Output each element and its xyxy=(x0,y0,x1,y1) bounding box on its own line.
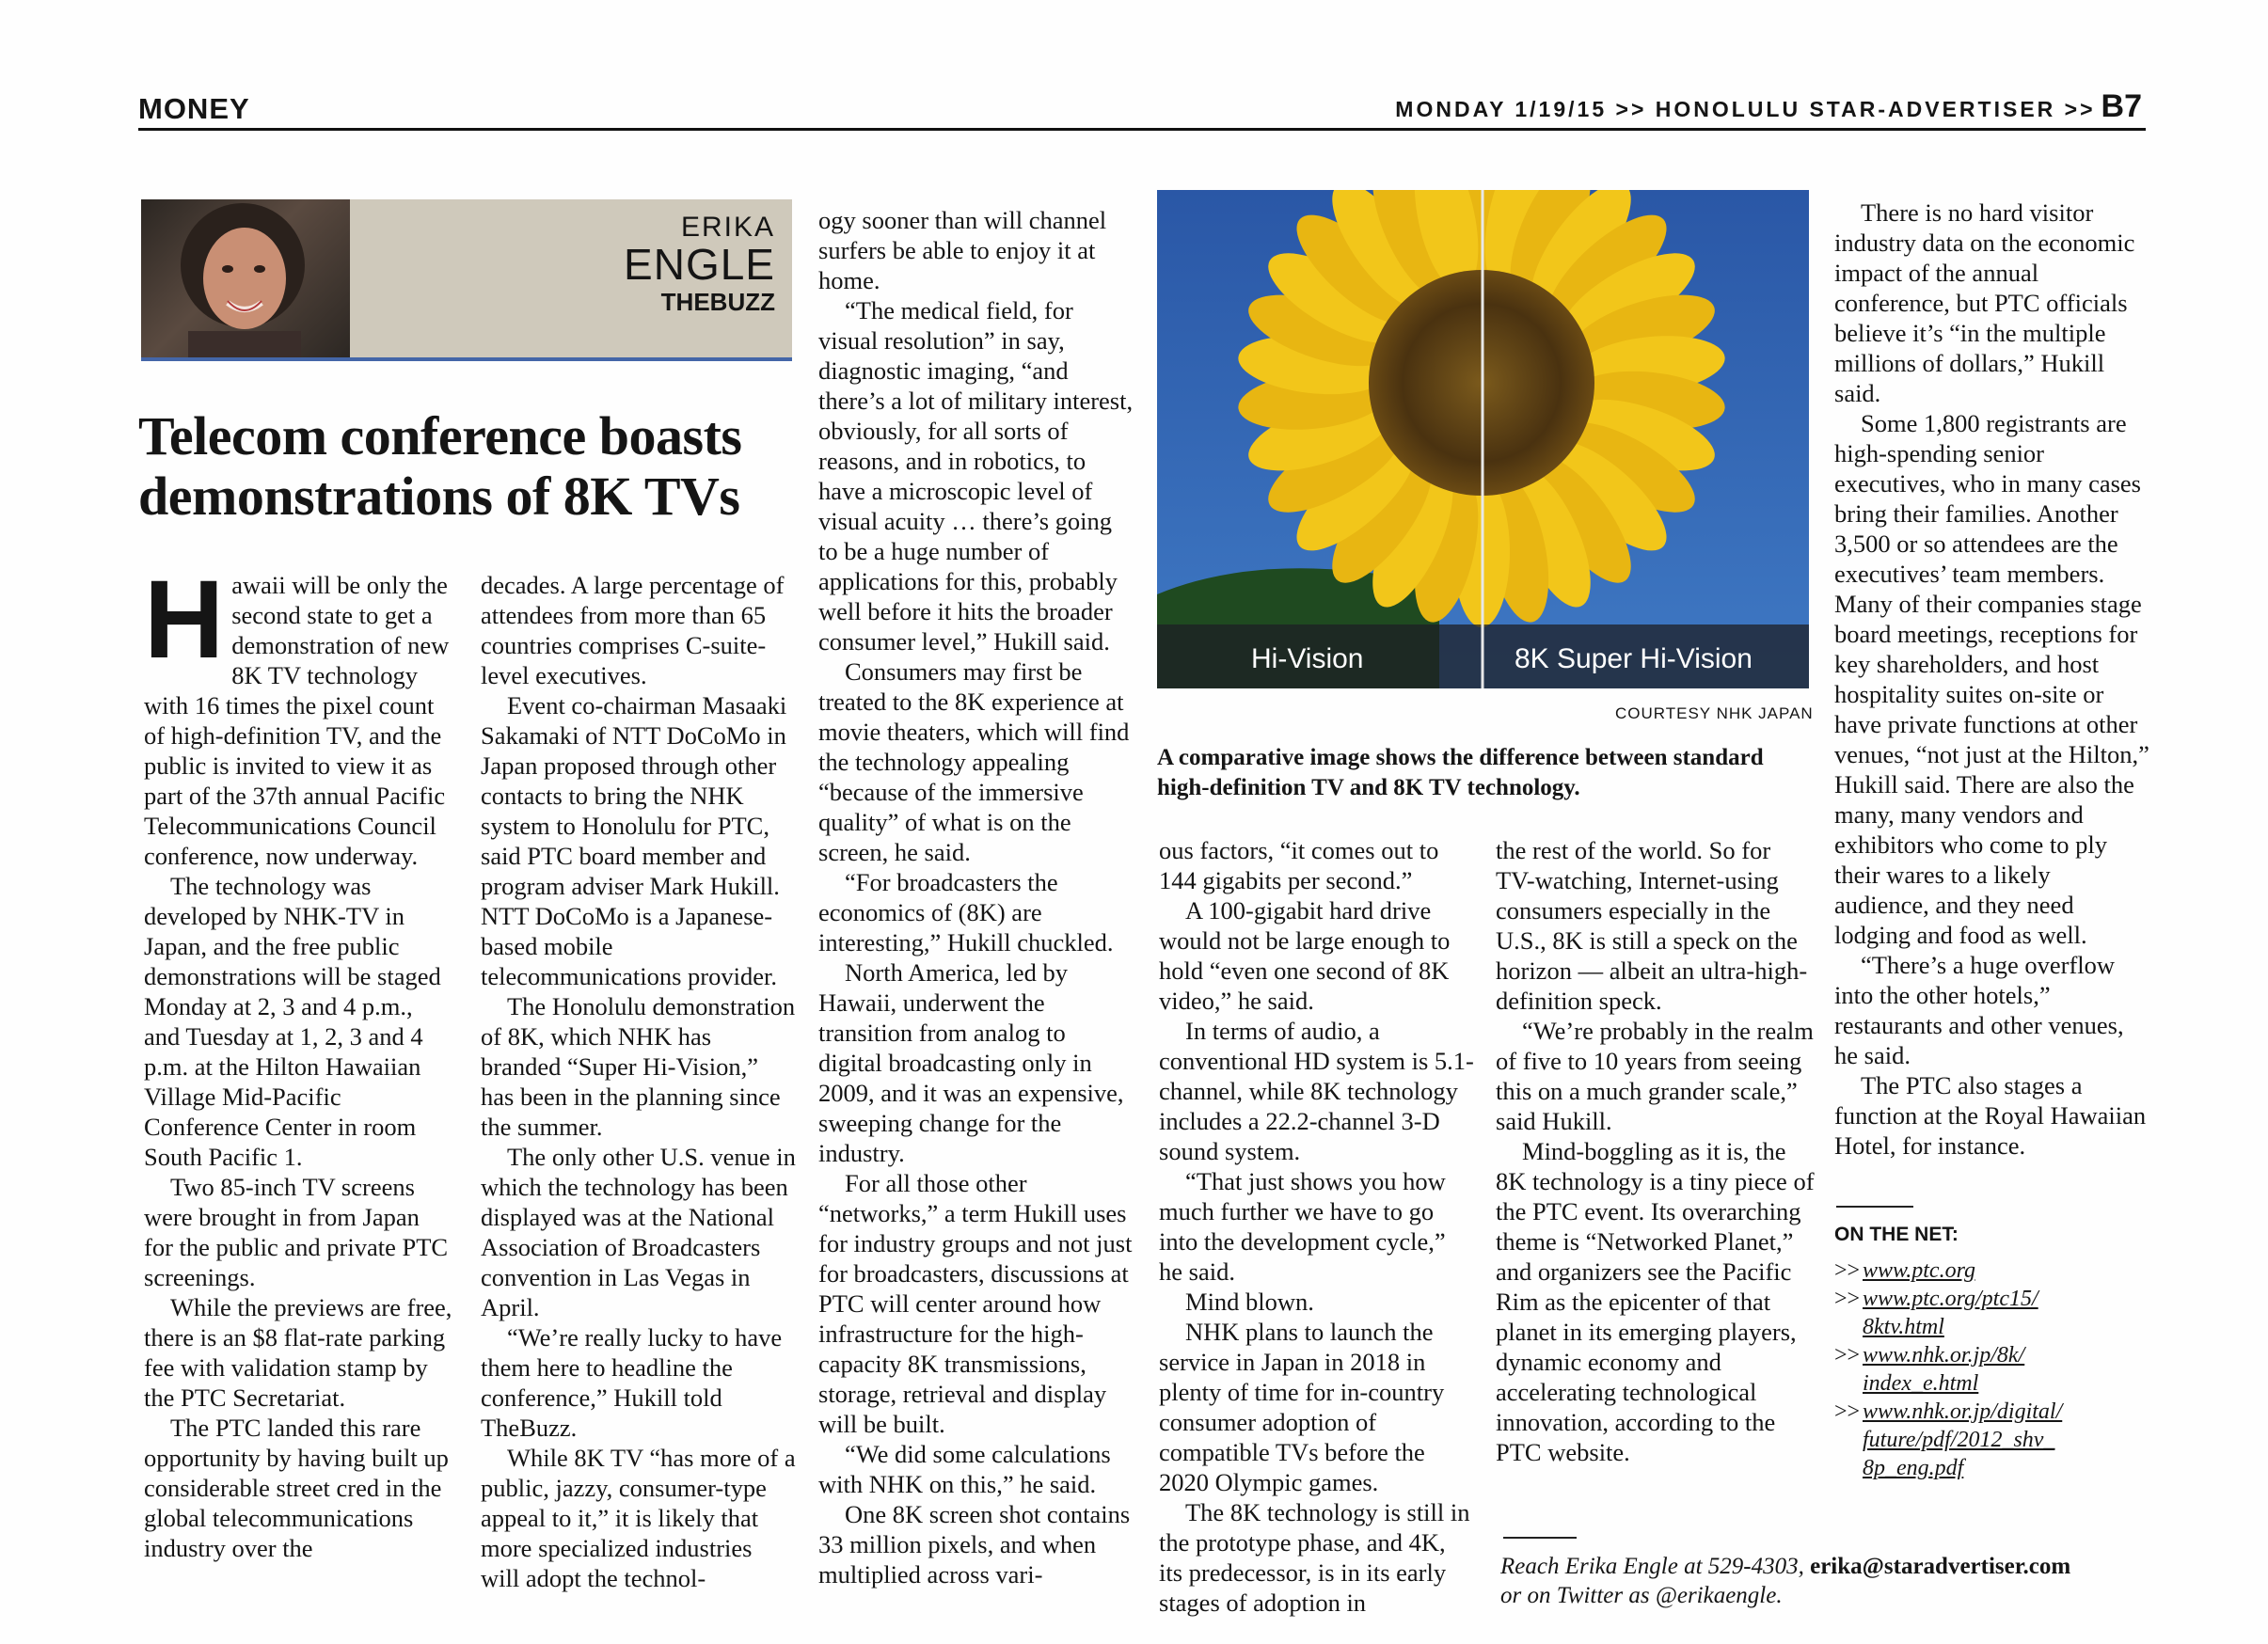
photo-credit: COURTESY NHK JAPAN xyxy=(1615,704,1814,722)
link-row[interactable] xyxy=(1834,1285,2145,1341)
reach-info xyxy=(1500,1552,2070,1610)
arrow-icon: >> xyxy=(1834,1343,1861,1367)
label-8k-super-hi-vision: 8K Super Hi-Vision xyxy=(1515,643,1753,674)
paragraph: “We’re really lucky to have them here to headline the conference,” Hukill told TheBuzz. xyxy=(481,1323,783,1442)
on-the-net xyxy=(1834,1221,2145,1482)
paragraph: North America, led by Hawaii, underwent the transition from analog to digital broadcasting only in 2009, and it was an expensive, sweeping change for the industry. xyxy=(818,958,1124,1167)
paragraph: The technology was developed by NHK-TV in Japan, and the free public demonstrations will be staged Monday at 2, 3 and 4 p.m., and Tuesday at 1, 2, 3 and 4 p.m. at the Hilton Hawaiian Village Mid-Pacific Conference Center in room South Pacific 1. xyxy=(144,872,441,1171)
paragraph: ogy sooner than will channel surfers be able to enjoy it at home. xyxy=(818,206,1107,294)
divider xyxy=(1503,1537,1577,1539)
paragraph: Mind-boggling as it is, the 8K technology is a tiny piece of the PTC event. Its overarching theme is “Networked Planet,” and organizers see the Pacific Rim as the epicenter of that planet in its emerging players, dynamic economy and accelerating technological innovation, according to the PTC website. xyxy=(1496,1137,1815,1466)
paragraph: In terms of audio, a conventional HD system is 5.1-channel, while 8K technology includes a 22.2-channel 3-D sound system. xyxy=(1159,1017,1474,1165)
columnist-name xyxy=(624,213,775,318)
column-3 xyxy=(818,205,1134,1589)
paragraph: the rest of the world. So for TV-watching, Internet-using consumers especially in the U.S., 8K is still a speck on the horizon — albeit an ultra-high-definition speck. xyxy=(1496,836,1808,1015)
portrait-illustration xyxy=(141,199,350,357)
columnist-portrait xyxy=(141,199,350,357)
paragraph: “We’re probably in the realm of five to 10 years from seeing this on a much grander scale,” said Hukill. xyxy=(1496,1017,1814,1135)
column-1 xyxy=(144,558,454,1563)
label-hi-vision: Hi-Vision xyxy=(1251,643,1364,674)
comparison-photo xyxy=(1157,190,1809,688)
on-the-net-heading: ON THE NET: xyxy=(1834,1224,1959,1245)
paragraph: The Honolulu demonstration of 8K, which NHK has branded “Super Hi-Vision,” has been in the planning since the summer. xyxy=(481,992,796,1141)
columnist-first-name: ERIKA xyxy=(680,212,775,243)
lead-text: awaii will be only the second state to get a demonstration of new 8K TV technology with 16 times the pixel count of high-definition TV, and the public is invited to view it as part of the 37th annual Pacific Telecommunications Council conference, now underway. xyxy=(144,571,450,870)
link-url[interactable]: www.nhk.or.jp/digital/ future/pdf/2012_shv_ 8p_eng.pdf xyxy=(1863,1399,2063,1480)
paragraph: NHK plans to launch the service in Japan in 2018 in plenty of time for in-country consumer adoption of compatible TVs before the 2020 Olympic games. xyxy=(1159,1318,1445,1496)
column-4 xyxy=(1159,835,1474,1618)
paragraph: Event co-chairman Masaaki Sakamaki of NTT DoCoMo in Japan proposed through other contacts to bring the NHK system to Honolulu for PTC, said PTC board member and program adviser Mark Hukill. NTT DoCoMo is a Japanese-based mobile telecommunications provider. xyxy=(481,691,787,990)
column-5 xyxy=(1496,835,1816,1467)
reach-twitter[interactable]: or on Twitter as @erikaengle. xyxy=(1500,1583,1783,1608)
paragraph: The only other U.S. venue in which the technology has been displayed was at the National Association of Broadcasters convention in Las Vegas in April. xyxy=(481,1143,796,1321)
link-row[interactable] xyxy=(1834,1398,2145,1482)
page-number: B7 xyxy=(2101,88,2142,124)
paragraph: Two 85-inch TV screens were brought in from Japan for the public and private PTC screenings. xyxy=(144,1173,449,1291)
sunflower-illustration xyxy=(1157,190,1809,688)
divider xyxy=(1836,1206,1913,1208)
column-2 xyxy=(481,570,796,1593)
paragraph: “There’s a huge overflow into the other hotels,” restaurants and other venues, he said. xyxy=(1834,951,2124,1069)
link-url[interactable]: www.ptc.org xyxy=(1863,1258,1976,1283)
paragraph: While the previews are free, there is an $8 flat-rate parking fee with validation stamp by the PTC Secretariat. xyxy=(144,1293,452,1412)
paragraph: ous factors, “it comes out to 144 gigabits per second.” xyxy=(1159,836,1439,894)
lead-paragraph xyxy=(144,558,454,871)
headline: Telecom conference boasts demonstrations of 8K TVs xyxy=(138,405,742,527)
arrow-icon: >> xyxy=(1834,1399,1861,1424)
dateline-text: MONDAY 1/19/15 >> HONOLULU STAR-ADVERTISER >> xyxy=(1395,97,2096,121)
paragraph: “That just shows you how much further we have to go into the development cycle,” he said. xyxy=(1159,1167,1446,1286)
header-rule xyxy=(138,128,2146,131)
arrow-icon: >> xyxy=(1834,1287,1861,1311)
paragraph: The PTC landed this rare opportunity by having built up considerable street cred in the global telecommunications industry over the xyxy=(144,1414,449,1562)
columnist-banner xyxy=(141,199,792,361)
paragraph: The PTC also stages a function at the Royal Hawaiian Hotel, for instance. xyxy=(1834,1071,2147,1160)
reach-text: Reach Erika Engle at 529-4303, xyxy=(1500,1554,1804,1579)
paragraph: “We did some calculations with NHK on this,” he said. xyxy=(818,1440,1111,1498)
link-url[interactable]: www.nhk.or.jp/8k/ index_e.html xyxy=(1863,1343,2025,1396)
link-url[interactable]: www.ptc.org/ptc15/ 8ktv.html xyxy=(1863,1287,2038,1339)
column-6 xyxy=(1834,198,2149,1161)
paragraph: A 100-gigabit hard drive would not be large enough to hold “even one second of 8K video,” he said. xyxy=(1159,896,1451,1015)
paragraph: While 8K TV “has more of a public, jazzy, consumer-type appeal to it,” it is likely that more specialized industries will adopt the technol- xyxy=(481,1444,796,1592)
reach-email[interactable]: erika@staradvertiser.com xyxy=(1810,1554,2071,1579)
paragraph: Consumers may first be treated to the 8K experience at movie theaters, which will find the technology appealing “because of the immersive quality” of what is on the screen, he said. xyxy=(818,657,1130,866)
paragraph: The 8K technology is still in the prototype phase, and 4K, its predecessor, is in its early stages of adoption in xyxy=(1159,1498,1470,1617)
paragraph: For all those other “networks,” a term Hukill uses for industry groups and not just for broadcasters, discussions at PTC will center around how infrastructure for the high-capacity 8K transmissions, storage, retrieval and display will be built. xyxy=(818,1169,1133,1438)
section-label: MONEY xyxy=(138,92,250,125)
drop-cap: H xyxy=(144,558,225,682)
link-row[interactable] xyxy=(1834,1341,2145,1398)
paragraph: One 8K screen shot contains 33 million pixels, and when multiplied across vari- xyxy=(818,1500,1131,1589)
photo-caption: A comparative image shows the difference between standard high-definition TV and 8K TV technology. xyxy=(1157,745,1764,800)
paragraph: “The medical field, for visual resolution” in say, diagnostic imaging, “and there’s a lot of military interest, obviously, for all sorts of reasons, and in robotics, to have a microscopic level of visual acuity … there’s going to be a huge number of applications for this, probably well before it hits the broader consumer level,” Hukill said. xyxy=(818,296,1134,656)
column-name: THEBUZZ xyxy=(660,288,775,316)
paragraph: “For broadcasters the economics of (8K) are interesting,” Hukill chuckled. xyxy=(818,868,1114,956)
paragraph: Some 1,800 registrants are high-spending senior executives, who in many cases bring their families. Another 3,500 or so attendees are the executives’ team members. Many of their companies stage board meetings, receptions for key shareholders, and host hospitality suites on-site or have private functions at other venues, “not just at the Hilton,” Hukill said. There are also the many, many vendors and exhibitors who come to ply their wares to a likely audience, and they need lodging and food as well. xyxy=(1834,409,2149,949)
columnist-last-name: ENGLE xyxy=(624,240,775,289)
dateline xyxy=(1395,88,2142,125)
arrow-icon: >> xyxy=(1834,1258,1861,1283)
paragraph: Mind blown. xyxy=(1185,1288,1314,1316)
link-row[interactable] xyxy=(1834,1257,2145,1285)
paragraph: decades. A large percentage of attendees from more than 65 countries comprises C-suite-level executives. xyxy=(481,571,785,689)
paragraph: There is no hard visitor industry data on the economic impact of the annual conference, but PTC officials believe it’s “in the multiple millions of dollars,” Hukill said. xyxy=(1834,198,2135,407)
